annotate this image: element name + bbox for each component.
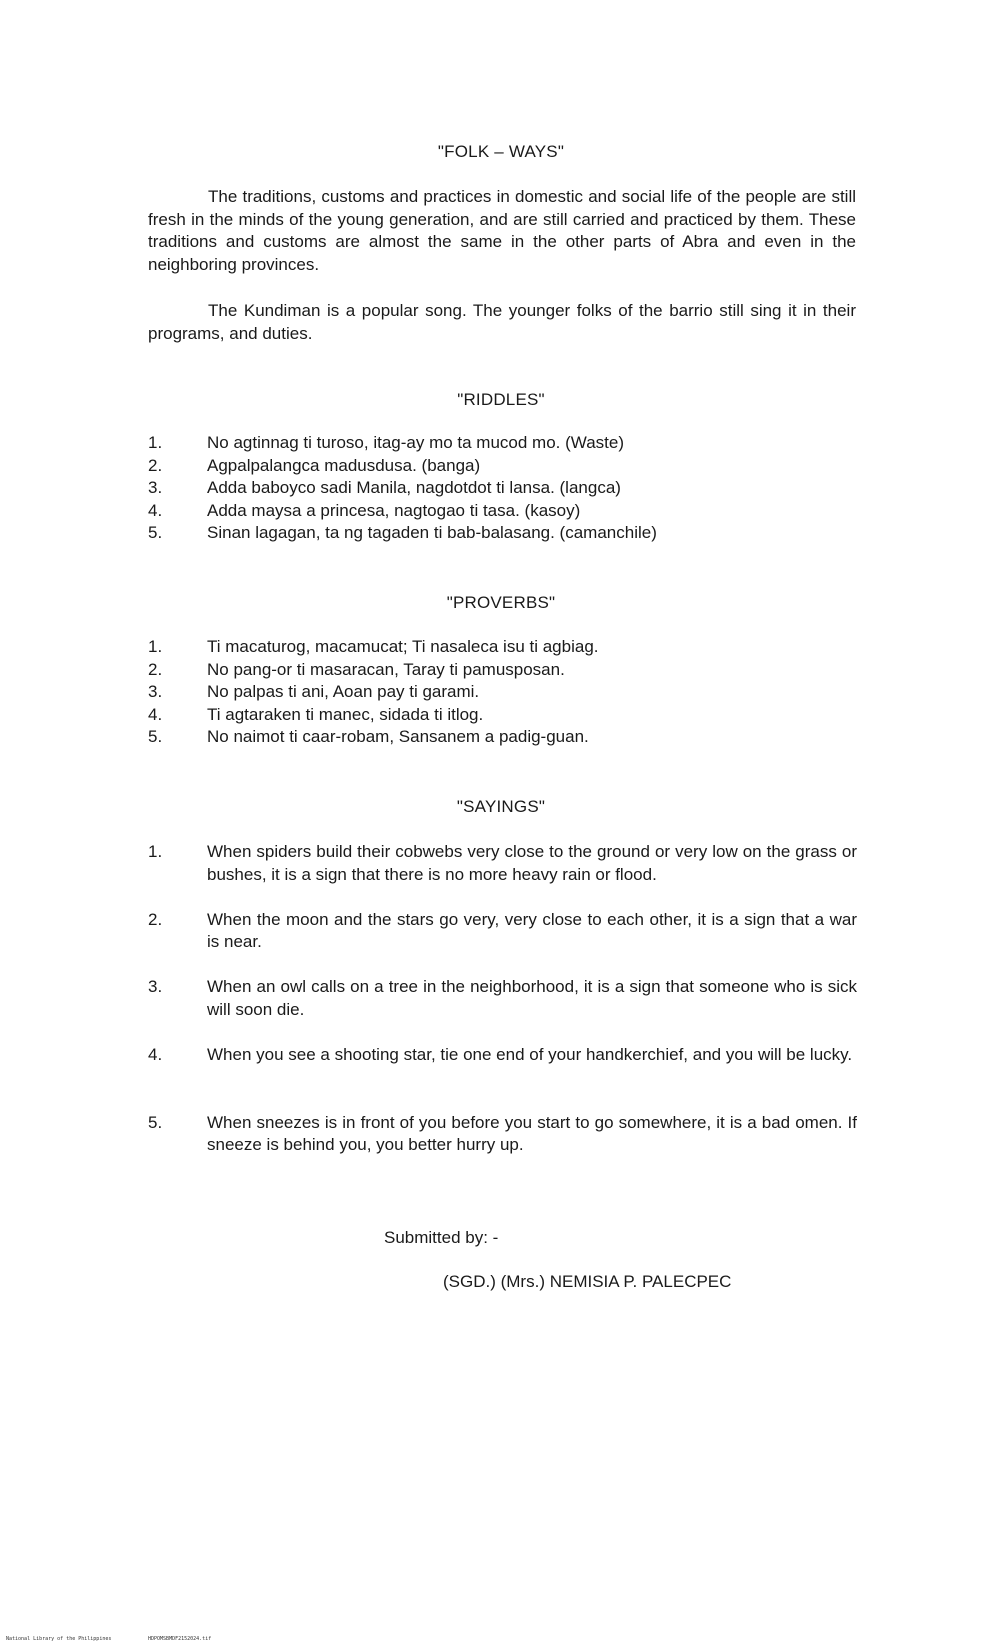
list-item — [148, 909, 860, 977]
list-item — [148, 522, 860, 545]
proverb-text: No pang-or ti masaracan, Taray ti pamusposan. — [207, 659, 565, 679]
sayings-list — [148, 841, 860, 1179]
list-item — [148, 659, 860, 682]
list-item — [148, 1112, 860, 1180]
list-item — [148, 704, 860, 727]
proverb-text: No palpas ti ani, Aoan pay ti garami. — [207, 682, 480, 701]
saying-text: When spiders build their cobwebs very close to the ground or very low on the grass or bushes, it is a sign that there is no more heavy rain or flood. — [207, 842, 857, 884]
list-number: 3. — [148, 478, 163, 497]
proverbs-list — [148, 636, 860, 749]
list-number: 1. — [148, 433, 163, 452]
proverb-text: No naimot ti caar-robam, Sansanem a padig-guan. — [207, 727, 589, 746]
riddles-list — [148, 432, 860, 545]
sayings-heading: "SAYINGS" — [456, 797, 546, 816]
saying-text: When you see a shooting star, tie one end of your handkerchief, and you will be lucky. — [207, 1045, 853, 1065]
list-item — [148, 726, 860, 749]
list-number: 4. — [148, 500, 163, 520]
list-number: 5. — [148, 1112, 163, 1132]
riddle-text: No agtinnag ti turoso, itag-ay mo ta mucod mo. (Waste) — [207, 433, 624, 452]
list-number: 1. — [148, 637, 163, 656]
list-item — [148, 500, 860, 523]
list-item — [148, 636, 860, 659]
list-number: 1. — [148, 842, 163, 861]
footer-library-name: National Library of the Philippines — [6, 1636, 112, 1642]
list-item — [148, 477, 860, 500]
folkways-heading: "FOLK – WAYS" — [437, 142, 565, 161]
folkways-paragraph-1: The traditions, customs and practices in domestic and social life of the people are still fresh in the minds of the young generation, and are still carried and practiced by them. These traditions and customs are almost the same in the other parts of Abra and even in the neighboring provinces. — [148, 187, 856, 274]
list-number: 3. — [148, 682, 163, 701]
list-item — [148, 976, 860, 1044]
folkways-paragraph-2: The Kundiman is a popular song. The younger folks of the barrio still sing it in their programs, and duties. — [148, 301, 856, 343]
saying-text: When the moon and the stars go very, very close to each other, it is a sign that a war is near. — [207, 909, 857, 952]
proverb-text: Ti agtaraken ti manec, sidada ti itlog. — [207, 704, 484, 724]
proverbs-heading: "PROVERBS" — [446, 593, 556, 612]
list-item — [148, 841, 860, 909]
footer-file-id: HDPOMSBMDF2152024.tif — [148, 1636, 212, 1642]
riddle-text: Adda maysa a princesa, nagtogao ti tasa. (kasoy) — [207, 500, 581, 520]
list-item — [148, 432, 860, 455]
signature-line: (SGD.) (Mrs.) NEMISIA P. PALECPEC — [443, 1272, 732, 1291]
list-item — [148, 455, 860, 478]
riddle-text: Adda baboyco sadi Manila, nagdotdot ti lansa. (langca) — [207, 478, 621, 497]
saying-text: When an owl calls on a tree in the neighborhood, it is a sign that someone who is sick will soon die. — [207, 977, 857, 1019]
list-number: 2. — [148, 455, 163, 475]
list-number: 2. — [148, 909, 163, 929]
riddles-heading: "RIDDLES" — [457, 390, 545, 409]
list-number: 5. — [148, 523, 163, 542]
list-number: 2. — [148, 659, 163, 679]
list-number: 3. — [148, 977, 163, 997]
saying-text: When sneezes is in front of you before you start to go somewhere, it is a bad omen. If sneeze is behind you, you better hurry up. — [207, 1112, 857, 1155]
list-number: 4. — [148, 1045, 163, 1065]
list-number: 4. — [148, 704, 163, 724]
proverb-text: Ti macaturog, macamucat; Ti nasaleca isu ti agbiag. — [207, 637, 599, 656]
riddle-text: Agpalpalangca madusdusa. (banga) — [207, 455, 481, 475]
list-item — [148, 1044, 860, 1112]
riddle-text: Sinan lagagan, ta ng tagaden ti bab-balasang. (camanchile) — [207, 523, 657, 542]
submitted-by-label: Submitted by: - — [384, 1228, 499, 1247]
list-item — [148, 681, 860, 704]
list-number: 5. — [148, 727, 163, 746]
